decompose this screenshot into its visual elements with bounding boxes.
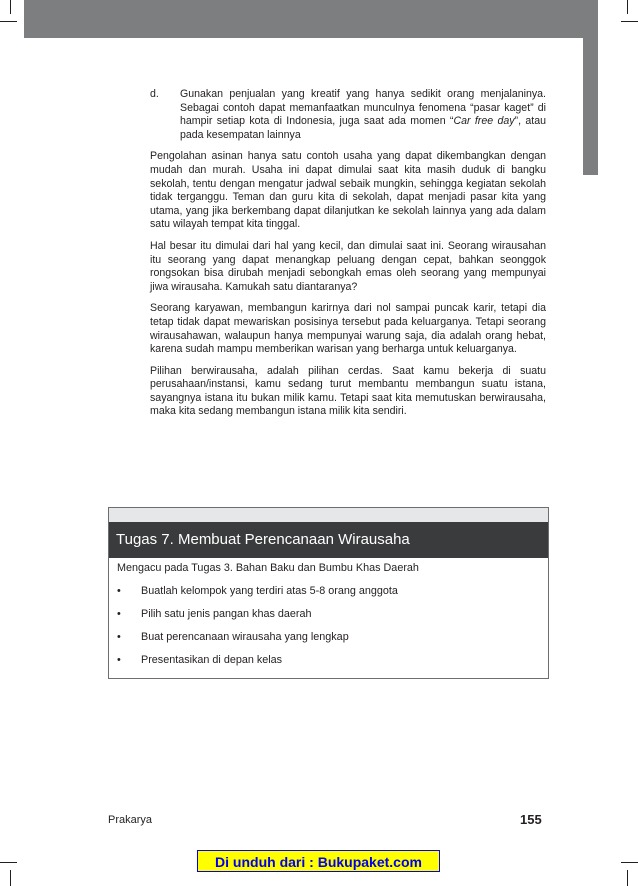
task-bullet-item [117, 608, 537, 620]
task-bullet-item [117, 631, 537, 643]
task-bullet-item [117, 654, 537, 666]
paragraph: Pilihan berwirausaha, adalah pilihan cerdas. Saat kamu bekerja di suatu perusahaan/instansi, kamu sedang turut membantu membangun suatu istana, sayangnya istana itu bukan milik kamu. Tetapi saat kita memutuskan berwirausaha, maka kita sedang membangun istana milik kita sendiri. [150, 364, 546, 418]
task-title: Tugas 7. Membuat Perencanaan Wirausaha [109, 522, 548, 558]
bullet-icon: • [117, 631, 121, 643]
crop-mark [10, 0, 11, 14]
task-bullet-item [117, 585, 537, 597]
task-bullet-text: Pilih satu jenis pangan khas daerah [141, 608, 312, 620]
page-number: 155 [520, 812, 542, 827]
crop-mark [0, 21, 17, 22]
list-item-text [180, 88, 546, 142]
paragraph: Seorang karyawan, membangun karirnya dari nol sampai puncak karir, tetapi dia tetap tidak dapat mewariskan posisinya tersebut pada keluarganya. Tetapi seorang wirausahawan, walaupun hanya mempunyai warung saja, dia adalah orang hebat, karena sudah mampu memberikan warisan yang berharga untuk keluarganya. [150, 302, 546, 356]
task-intro: Mengacu pada Tugas 3. Bahan Baku dan Bumbu Khas Daerah [117, 562, 419, 574]
crop-mark [627, 0, 628, 14]
crop-mark [627, 870, 628, 886]
list-text-before: Gunakan penjualan yang kreatif yang hanya sedikit orang menjalaninya. Sebagai contoh dapat memanfaatkan munculnya fenomena “pasar kaget” di hampir setiap kota di Indonesia, juga saat ada momen “ [180, 88, 546, 128]
list-text-italic: Car free day [453, 115, 515, 128]
task-bullet-text: Presentasikan di depan kelas [141, 654, 283, 666]
download-source-link[interactable]: Di unduh dari : Bukupaket.com [197, 850, 440, 872]
bullet-icon: • [117, 654, 121, 666]
crop-mark [10, 870, 11, 886]
bullet-icon: • [117, 608, 121, 620]
task-bullet-text: Buatlah kelompok yang terdiri atas 5-8 orang anggota [141, 585, 398, 597]
task-body [117, 562, 537, 677]
task-box [108, 507, 549, 679]
footer-subject: Prakarya [108, 814, 153, 826]
bullet-icon: • [117, 585, 121, 597]
crop-mark [621, 862, 638, 863]
main-content [150, 88, 546, 427]
crop-mark [0, 862, 17, 863]
side-tab-strip [583, 38, 598, 175]
list-letter: d. [150, 88, 159, 100]
paragraph: Hal besar itu dimulai dari hal yang kecil, dan dimulai saat ini. Seorang wirausahan itu seorang yang dapat menangkap peluang dengan cepat, bahkan seonggok rongsokan bisa dirubah menjadi sebongkah emas oleh seorang yang mempunyai jiwa wirausaha. Kamukah satu diantaranya? [150, 239, 546, 293]
header-bar [24, 0, 598, 38]
list-text-after: ”, atau pada kesempatan lainnya [180, 115, 546, 141]
task-box-top-strip [109, 508, 548, 522]
paragraph: Pengolahan asinan hanya satu contoh usaha yang dapat dikembangkan dengan mudah dan murah. Usaha ini dapat dimulai saat kita masih duduk di bangku sekolah, tentu dengan mengatur jadwal sebaik mungkin, sehingga kegiatan sekolah tidak terganggu. Teman dan guru kita di sekolah, dapat menjadi pasar kita yang utama, yang jika berkembang dapat dilanjutkan ke sekolah lainnya yang ada dalam satu wilayah tempat kita tinggal. [150, 150, 546, 231]
crop-mark [621, 21, 638, 22]
task-bullet-text: Buat perencanaan wirausaha yang lengkap [141, 631, 349, 643]
list-item-d [150, 88, 546, 142]
